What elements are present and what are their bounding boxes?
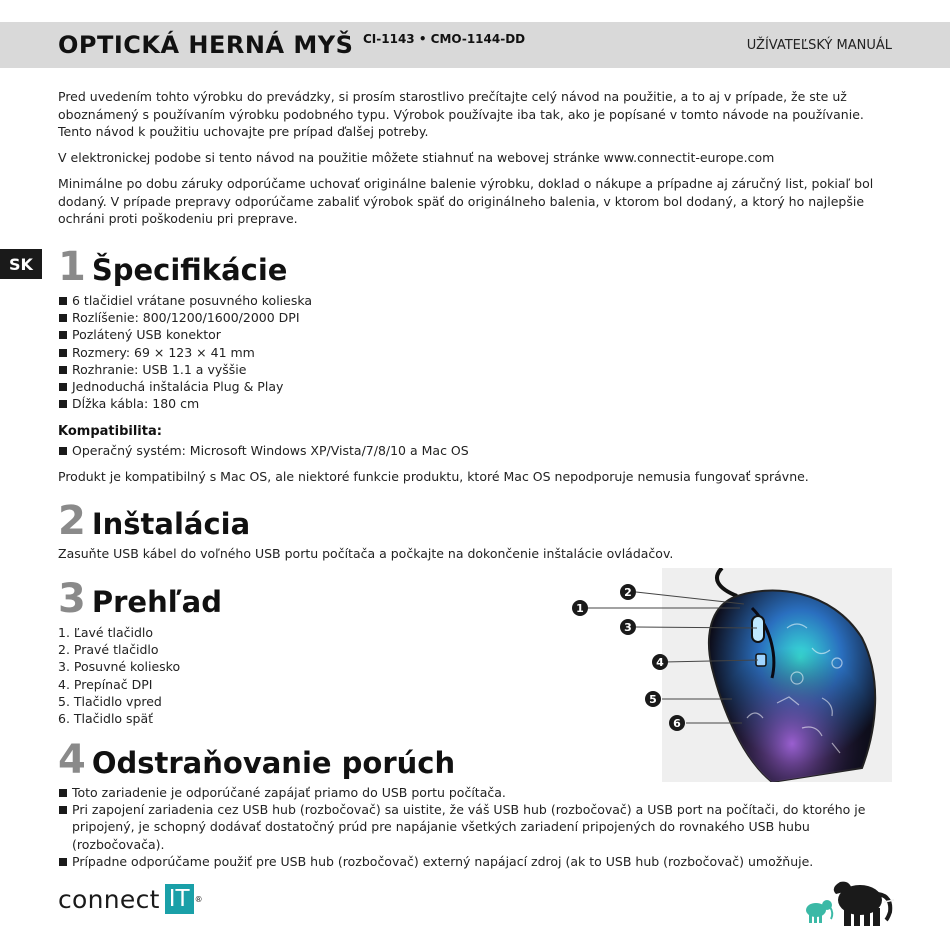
list-item [58,442,469,459]
callout-2-label: 2 [624,586,632,599]
list-item [58,361,312,378]
section-number: 2 [58,498,86,544]
list-item-text: Rozhranie: USB 1.1 a vyššie [72,361,247,377]
list-item [58,344,312,361]
list-item [58,853,890,870]
list-item-text: Toto zariadenie je odporúčané zapájať priamo do USB portu počítača. [72,785,506,800]
bullet-square-icon [59,349,67,357]
list-item: 5. Tlačidlo vpred [58,693,162,709]
list-item: 6. Tlačidlo späť [58,711,154,727]
section-number: 3 [58,576,86,622]
bullet-square-icon [59,297,67,305]
list-item [58,292,312,309]
install-text: Zasuňte USB kábel do voľného USB portu počítača a počkajte na dokončenie inštalácie ovládačov. [58,546,674,561]
bullet-square-icon [59,314,67,322]
list-item: 4. Prepínač DPI [58,676,153,692]
section-title: Prehľad [91,585,222,619]
callout-1-label: 1 [576,602,584,615]
section-title: Inštalácia [91,507,251,541]
list-item [58,801,890,853]
bullet-square-icon [59,331,67,339]
bullet-square-icon [59,383,67,391]
list-item-text: Rozlíšenie: 800/1200/1600/2000 DPI [72,310,300,326]
logo-it-box: IT [165,884,194,914]
list-item-text: Pri zapojení zariadenia cez USB hub (rozbočovač) sa uistite, že váš USB hub (rozbočovač) a USB port na počítači, do ktorého je pripojený, je schopný dodávať dostatočný prúd pre napájanie všetkých zariadení pripojených do rovnakého USB hubu (rozbočovača). [72,802,866,852]
elephants-icon [800,872,900,928]
language-tab: SK [0,249,42,279]
list-item-text: Prípadne odporúčame použiť pre USB hub (rozbočovač) externý napájací zdroj (ak to USB hub (rozbočovač) umožňuje. [72,853,814,869]
small-elephant-icon [806,900,832,923]
list-item [58,309,312,326]
list-item-text: Dĺžka kábla: 180 cm [72,396,200,412]
bullet-square-icon [59,806,67,814]
section-number: 1 [58,244,86,290]
section-overview-heading [58,576,222,622]
intro-paragraph-1: Pred uvedením tohto výrobku do prevádzky, si prosím starostlivo prečítajte celý návod na použitie, a to aj v prípade, že ste už oboznámený s používaním výrobku podobného typu. Výrobok používajte iba tak, ako je popísané v tomto návode na používanie. Tento návod k použitiu uchovajte pre prípad ďalšej potreby. [58,89,864,139]
scroll-wheel [752,616,764,642]
manual-label: UŽÍVATEĽSKÝ MANUÁL [746,38,892,53]
list-item-text: Pozlátený USB konektor [72,327,221,343]
list-item: 1. Ľavé tlačidlo [58,625,154,640]
callout-4-label: 4 [656,656,664,669]
bullet-square-icon [59,447,67,455]
section-troubleshooting-heading [58,737,455,783]
large-elephant-icon [834,882,894,926]
compat-list [58,442,469,459]
list-item [58,378,312,395]
registered-mark: ® [194,894,203,904]
spec-list [58,292,312,412]
list-item [58,395,312,412]
list-item-text: Operačný systém: Microsoft Windows XP/Vista/7/8/10 a Mac OS [72,443,469,458]
list-item: 2. Pravé tlačidlo [58,642,159,658]
model-codes: CI-1143 • CMO-1144-DD [363,32,526,46]
list-item-text: Jednoduchá inštalácia Plug & Play [72,379,284,395]
section-title: Špecifikácie [91,253,288,287]
intro-paragraph-3: Minimálne po dobu záruky odporúčame uchovať originálne balenie výrobku, doklad o nákupe a prípadne aj záručný list, pokiaľ bol dodaný. V prípade prepravy odporúčame zabaliť výrobok späť do originálneho balenia, v ktorom bol dodaný, a ktorý ho najlepšie ochráni proti poškodeniu pri preprave. [58,176,874,226]
section-installation-heading [58,498,250,544]
document-title: OPTICKÁ HERNÁ MYŠ [58,31,354,59]
list-item-text: Rozmery: 69 × 123 × 41 mm [72,344,255,360]
bullet-square-icon [59,789,67,797]
list-item [58,326,312,343]
mouse-illustration [572,568,892,782]
intro-paragraph-2: V elektronickej podobe si tento návod na použitie môžete stiahnuť na webovej stránke www.connectit-europe.com [58,150,775,165]
list-item: 3. Posuvné koliesko [58,659,181,675]
compatibility-heading: Kompatibilita: [58,424,162,439]
section-title: Odstraňovanie porúch [91,746,456,780]
logo-wordmark: connect [58,884,160,914]
list-item [58,784,890,801]
list-item-text: 6 tlačidiel vrátane posuvného kolieska [72,293,313,308]
callout-5-label: 5 [649,693,657,706]
connect-it-logo [58,884,203,914]
section-specifications-heading [58,244,287,290]
bullet-square-icon [59,858,67,866]
compat-note: Produkt je kompatibilný s Mac OS, ale niektoré funkcie produktu, ktoré Mac OS nepodporuje nemusia fungovať správne. [58,469,809,484]
bullet-square-icon [59,400,67,408]
section-number: 4 [58,737,86,783]
callout-3-label: 3 [624,621,632,634]
overview-list [58,624,180,727]
callout-6-label: 6 [673,717,681,730]
bullet-square-icon [59,366,67,374]
troubleshooting-list [58,784,890,870]
